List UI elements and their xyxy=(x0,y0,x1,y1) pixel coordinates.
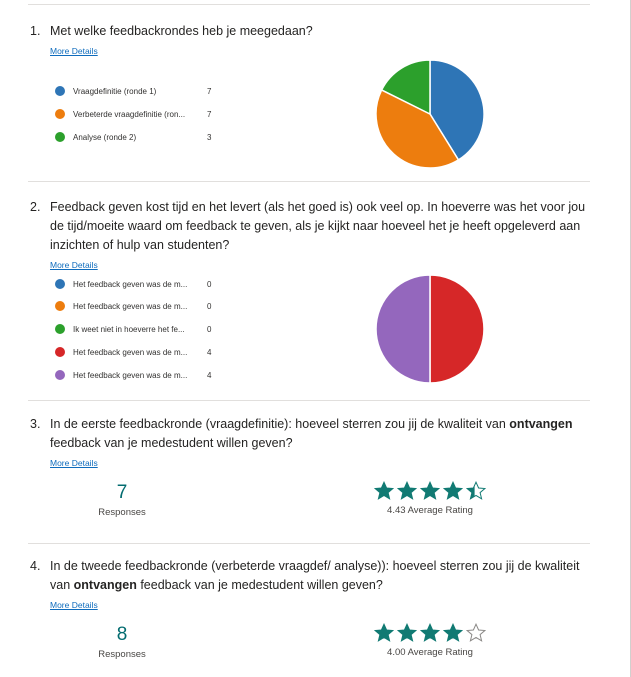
star-rating xyxy=(360,623,500,643)
question-1 xyxy=(30,22,595,59)
pie-slice[interactable] xyxy=(376,275,430,383)
question-4 xyxy=(30,557,595,613)
legend-count: 7 xyxy=(207,86,212,96)
star-rating xyxy=(360,481,500,501)
star-icon xyxy=(443,481,463,501)
pie-chart-q1[interactable] xyxy=(374,58,486,170)
legend-label: Ik weet niet in hoeverre het fe... xyxy=(73,324,185,334)
question-title: In de tweede feedbackronde (verbeterde vraagdef/ analyse)): hoeveel sterren zou jij de kwaliteit van ontvangen feedback van je medestudent willen geven? xyxy=(50,559,580,592)
legend-count: 4 xyxy=(207,370,212,380)
question-title: Met welke feedbackrondes heb je meegedaan? xyxy=(50,24,313,38)
star-icon xyxy=(420,481,440,501)
legend-label: Verbeterde vraagdefinitie (ron... xyxy=(73,109,186,119)
legend-label: Het feedback geven was de m... xyxy=(73,370,188,380)
question-3 xyxy=(30,415,595,471)
more-details-link[interactable]: More Details xyxy=(50,46,98,56)
legend-label: Vraagdefinitie (ronde 1) xyxy=(73,86,157,96)
question-number: 1. xyxy=(30,24,41,38)
responses-q4 xyxy=(82,624,162,660)
star-icon xyxy=(466,481,486,501)
legend-count: 4 xyxy=(207,347,212,357)
legend-item xyxy=(55,345,225,359)
legend-count: 3 xyxy=(207,132,212,142)
section-divider xyxy=(28,181,590,182)
question-title: Feedback geven kost tijd en het levert (als het goed is) ook veel op. In hoeverre was het voor jou de tijd/moeite waard om feedback te geven, als je kijkt naar hoeveel het je heeft opgeleverd aan inzichten of hulp van studenten? xyxy=(50,200,586,252)
responses-label: Responses xyxy=(98,507,146,518)
star-icon xyxy=(397,623,417,643)
legend-dot xyxy=(55,86,65,96)
more-details-link[interactable]: More Details xyxy=(50,458,98,468)
pie-chart-q2[interactable] xyxy=(374,273,486,385)
responses-count: 8 xyxy=(116,624,128,645)
legend-dot xyxy=(55,347,65,357)
question-2 xyxy=(30,198,595,273)
star-icon xyxy=(443,623,463,643)
legend-label: Het feedback geven was de m... xyxy=(73,279,188,289)
average-rating-text: 4.43 Average Rating xyxy=(387,505,473,516)
question-number: 2. xyxy=(30,200,41,214)
legend-dot xyxy=(55,370,65,380)
star-icon xyxy=(374,481,394,501)
star-icon xyxy=(420,623,440,643)
question-number: 4. xyxy=(30,559,41,573)
legend-label: Het feedback geven was de m... xyxy=(73,301,188,311)
legend-item xyxy=(55,277,225,291)
legend-item xyxy=(55,107,225,121)
legend-item xyxy=(55,84,225,98)
legend-item xyxy=(55,130,225,144)
legend-dot xyxy=(55,132,65,142)
legend-label: Analyse (ronde 2) xyxy=(73,132,137,142)
legend-item xyxy=(55,322,225,336)
responses-q3 xyxy=(82,482,162,518)
responses-label: Responses xyxy=(98,649,146,660)
average-rating-text: 4.00 Average Rating xyxy=(387,647,473,658)
legend-dot xyxy=(55,279,65,289)
responses-count: 7 xyxy=(116,482,128,503)
legend-count: 0 xyxy=(207,324,212,334)
section-divider xyxy=(28,400,590,401)
star-icon xyxy=(397,481,417,501)
more-details-link[interactable]: More Details xyxy=(50,600,98,610)
legend-count: 0 xyxy=(207,279,212,289)
section-divider xyxy=(28,543,590,544)
question-title: In de eerste feedbackronde (vraagdefinitie): hoeveel sterren zou jij de kwaliteit van ontvangen feedback van je medestudent willen geven? xyxy=(50,417,573,450)
section-divider xyxy=(28,4,590,5)
pie-slice[interactable] xyxy=(430,275,484,383)
more-details-link[interactable]: More Details xyxy=(50,260,98,270)
legend-dot xyxy=(55,324,65,334)
star-icon xyxy=(374,623,394,643)
legend-dot xyxy=(55,109,65,119)
star-icon xyxy=(466,623,486,643)
rating-q3 xyxy=(360,481,500,516)
legend-label: Het feedback geven was de m... xyxy=(73,347,188,357)
legend-item xyxy=(55,299,225,313)
legend-count: 7 xyxy=(207,109,212,119)
legend-dot xyxy=(55,301,65,311)
question-number: 3. xyxy=(30,417,41,431)
rating-q4 xyxy=(360,623,500,658)
legend-count: 0 xyxy=(207,301,212,311)
legend-item xyxy=(55,368,225,382)
